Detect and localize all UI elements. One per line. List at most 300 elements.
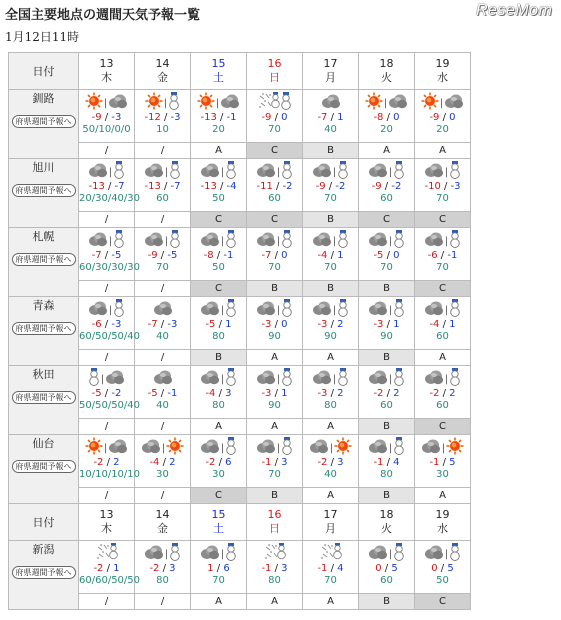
snowman-icon — [113, 161, 125, 183]
temp-min: 0 — [393, 112, 400, 123]
icon-separator: | — [444, 373, 449, 385]
reliability-grade: A — [247, 419, 303, 435]
temp-max: -1 — [317, 563, 328, 574]
precip-probability: 80 — [212, 400, 225, 411]
precip-probability: 40 — [324, 469, 337, 480]
icon-separator: | — [444, 304, 449, 316]
snowman-icon — [281, 230, 293, 252]
cloud-icon — [256, 369, 276, 389]
precip-probability: 20/30/40/30 — [79, 193, 141, 204]
temp-max: -6 — [91, 319, 102, 330]
temp-slash: / — [383, 112, 394, 123]
temp-max: -6 — [427, 250, 438, 261]
city-name: 釧路 — [32, 92, 55, 105]
snowman-icon — [280, 92, 292, 114]
temperature — [191, 388, 246, 400]
temp-slash: / — [271, 563, 282, 574]
icon-separator: | — [388, 548, 393, 560]
temp-min: 1 — [393, 319, 400, 330]
precip-probability: 80 — [380, 469, 393, 480]
weekday-name: 日 — [269, 522, 280, 535]
cloud-icon — [424, 369, 444, 389]
weather-icons — [191, 437, 246, 457]
weather-icons — [191, 299, 246, 319]
temp-max: -4 — [317, 250, 328, 261]
temp-slash: / — [159, 457, 170, 468]
date-number: 17 — [323, 508, 338, 521]
temp-max: -9 — [147, 250, 158, 261]
snowman-icon — [449, 230, 461, 252]
cloud-icon — [388, 93, 408, 113]
cloud-icon — [368, 544, 388, 564]
sun-icon — [85, 437, 103, 459]
temp-min: -2 — [391, 181, 402, 192]
temperature — [191, 563, 246, 575]
city-name: 秋田 — [32, 368, 55, 381]
icon-separator: | — [220, 304, 225, 316]
weekday-name: 金 — [157, 522, 168, 535]
prefecture-forecast-link[interactable]: 府県週間予報へ — [12, 253, 76, 266]
weather-icons — [303, 368, 358, 388]
weather-icons — [191, 230, 246, 250]
cloud-icon — [421, 438, 441, 458]
city-cell — [9, 159, 79, 228]
icon-separator: | — [164, 548, 169, 560]
precip-probability: 70 — [156, 262, 169, 273]
icon-separator: | — [444, 548, 449, 560]
reliability-grade: C — [359, 212, 415, 228]
cloud-icon — [108, 93, 128, 113]
reliability-grade: A — [303, 419, 359, 435]
date-header-cell — [415, 53, 471, 90]
temp-max: -9 — [91, 112, 102, 123]
temp-slash: / — [215, 457, 226, 468]
temp-min: 1 — [281, 388, 288, 399]
day-forecast-cell — [135, 90, 191, 143]
day-forecast-cell — [359, 297, 415, 350]
precip-probability: 30 — [156, 469, 169, 480]
city-forecast-row — [9, 541, 471, 594]
reliability-row — [9, 281, 471, 297]
reliability-grade: C — [415, 281, 471, 297]
cloud-icon — [424, 544, 444, 564]
day-forecast-cell — [359, 159, 415, 212]
reliability-grade: B — [247, 488, 303, 504]
temp-min: -3 — [167, 319, 178, 330]
temp-slash: / — [271, 112, 282, 123]
snowman-icon — [113, 299, 125, 321]
weather-icons — [135, 230, 190, 250]
city-forecast-row — [9, 159, 471, 212]
temp-max: -7 — [317, 112, 328, 123]
prefecture-forecast-link[interactable]: 府県週間予報へ — [12, 566, 76, 579]
precip-probability: 90 — [324, 331, 337, 342]
temp-slash: / — [437, 250, 448, 261]
temp-max: -2 — [317, 457, 328, 468]
icon-separator: | — [276, 373, 281, 385]
date-number: 13 — [99, 508, 114, 521]
temp-slash: / — [213, 250, 224, 261]
reliability-grade: / — [135, 488, 191, 504]
temp-slash: / — [327, 388, 338, 399]
day-forecast-cell — [359, 541, 415, 594]
day-forecast-cell — [247, 90, 303, 143]
precip-probability: 70 — [212, 575, 225, 586]
temperature — [247, 181, 302, 193]
precip-probability: 60 — [268, 193, 281, 204]
temp-max: -2 — [93, 563, 104, 574]
reliability-grade: B — [303, 212, 359, 228]
precip-probability: 20 — [212, 124, 225, 135]
precip-probability: 20 — [380, 124, 393, 135]
temp-min: 6 — [223, 563, 230, 574]
reliability-grade: / — [135, 350, 191, 366]
date-number: 16 — [267, 508, 282, 521]
weather-icons — [79, 92, 134, 112]
temp-slash: / — [157, 319, 168, 330]
icon-separator: | — [103, 97, 108, 109]
weather-icons — [191, 92, 246, 112]
icon-separator: | — [444, 235, 449, 247]
sun-icon — [166, 437, 184, 459]
reliability-grade: / — [135, 143, 191, 159]
temp-slash: / — [101, 112, 112, 123]
icon-separator: | — [220, 373, 225, 385]
date-number: 17 — [323, 57, 338, 70]
day-forecast-cell — [303, 366, 359, 419]
icon-separator: | — [161, 442, 166, 454]
day-forecast-cell — [135, 159, 191, 212]
temp-max: -5 — [205, 319, 216, 330]
snowman-icon — [337, 368, 349, 390]
temp-max: -9 — [315, 181, 326, 192]
reliability-grade: B — [191, 350, 247, 366]
sun-icon — [85, 92, 103, 114]
reliability-grade: A — [303, 594, 359, 610]
temp-slash: / — [215, 388, 226, 399]
snowman-icon — [337, 299, 349, 321]
icon-separator: | — [215, 97, 220, 109]
temp-max: -11 — [256, 181, 273, 192]
icon-separator: | — [220, 442, 225, 454]
snowman-icon — [168, 92, 180, 114]
precip-probability: 50 — [436, 575, 449, 586]
cloud-icon — [144, 544, 164, 564]
reliability-grade: B — [359, 350, 415, 366]
cloud-icon — [312, 300, 332, 320]
snowman-icon — [169, 230, 181, 252]
temp-min: 5 — [449, 457, 456, 468]
temp-max: -8 — [373, 112, 384, 123]
day-forecast-cell — [191, 90, 247, 143]
temp-max: -9 — [371, 181, 382, 192]
cloud-icon — [444, 93, 464, 113]
day-forecast-cell — [191, 541, 247, 594]
weekday-name: 水 — [437, 522, 448, 535]
temp-slash: / — [325, 181, 336, 192]
weather-icons — [79, 230, 134, 250]
temp-slash: / — [157, 250, 168, 261]
date-header-cell — [191, 504, 247, 541]
temp-slash: / — [439, 457, 450, 468]
date-header-cell — [247, 504, 303, 541]
precip-probability: 70 — [324, 193, 337, 204]
cloud-icon — [88, 162, 108, 182]
weather-icons — [135, 543, 190, 563]
day-forecast-cell — [247, 228, 303, 281]
temp-max: 0 — [375, 563, 382, 574]
cloud-icon — [200, 369, 220, 389]
reliability-grade: / — [79, 143, 135, 159]
day-forecast-cell — [135, 541, 191, 594]
temp-max: -10 — [424, 181, 441, 192]
temperature — [303, 112, 358, 124]
snowman-icon — [281, 299, 293, 321]
temp-max: 0 — [431, 563, 438, 574]
icon-separator: | — [220, 235, 225, 247]
sun-icon — [421, 92, 439, 114]
date-header-cell — [79, 504, 135, 541]
reliability-grade: A — [303, 488, 359, 504]
date-header-cell — [79, 53, 135, 90]
cloud-icon — [153, 369, 173, 389]
precip-probability: 80 — [268, 575, 281, 586]
weather-icons — [359, 161, 414, 181]
city-cell — [9, 541, 79, 610]
date-number: 13 — [99, 57, 114, 70]
day-forecast-cell — [191, 435, 247, 488]
weather-icons — [359, 230, 414, 250]
sun-icon — [365, 92, 383, 114]
icon-separator: | — [220, 548, 225, 560]
temp-min: 1 — [337, 250, 344, 261]
temp-min: 3 — [169, 563, 176, 574]
precip-probability: 60 — [380, 193, 393, 204]
temperature — [247, 112, 302, 124]
temp-min: -3 — [111, 319, 122, 330]
temp-slash: / — [383, 250, 394, 261]
cloud-icon — [368, 438, 388, 458]
reliability-grade: B — [359, 594, 415, 610]
weekly-forecast-table — [8, 52, 471, 610]
temperature — [247, 319, 302, 331]
temp-slash: / — [160, 181, 171, 192]
temp-max: -8 — [203, 250, 214, 261]
snowman-icon — [113, 230, 125, 252]
precip-probability: 30 — [436, 469, 449, 480]
snowman-icon — [225, 230, 237, 252]
temp-min: -3 — [111, 112, 122, 123]
cloud-icon — [88, 231, 108, 251]
temp-min: 5 — [447, 563, 454, 574]
cloud-icon — [424, 162, 444, 182]
temperature — [303, 250, 358, 262]
date-number: 14 — [155, 508, 170, 521]
prefecture-forecast-link[interactable]: 府県週間予報へ — [12, 322, 76, 335]
cloud-icon — [108, 438, 128, 458]
prefecture-forecast-link[interactable]: 府県週間予報へ — [12, 460, 76, 473]
cloud-icon — [312, 231, 332, 251]
cloud-icon — [144, 162, 164, 182]
cloud-icon — [321, 93, 341, 113]
reliability-grade: A — [191, 594, 247, 610]
weather-icons — [135, 368, 190, 388]
prefecture-forecast-link[interactable]: 府県週間予報へ — [12, 391, 76, 404]
reliability-grade: / — [79, 281, 135, 297]
icon-separator: | — [332, 166, 337, 178]
temp-max: -13 — [200, 181, 217, 192]
temp-slash: / — [271, 250, 282, 261]
icon-separator: | — [332, 373, 337, 385]
day-forecast-cell — [191, 297, 247, 350]
weather-icons — [79, 368, 134, 388]
precip-probability: 60/30/30/30 — [79, 262, 141, 273]
weather-icons — [415, 299, 470, 319]
weather-icons — [415, 230, 470, 250]
day-forecast-cell — [135, 228, 191, 281]
cloud-icon — [220, 93, 240, 113]
temp-max: -9 — [261, 112, 272, 123]
snowfall-icon — [96, 543, 118, 565]
temp-slash: / — [271, 457, 282, 468]
day-forecast-cell — [303, 228, 359, 281]
temp-slash: / — [439, 388, 450, 399]
precip-probability: 50/10/0/0 — [82, 124, 131, 135]
temp-min: -3 — [450, 181, 461, 192]
temp-min: 2 — [169, 457, 176, 468]
cloud-icon — [200, 544, 220, 564]
temp-slash: / — [272, 181, 283, 192]
date-number: 15 — [211, 57, 226, 70]
temp-max: -1 — [261, 457, 272, 468]
temp-min: 0 — [281, 112, 288, 123]
reliability-grade: A — [303, 350, 359, 366]
city-forecast-row — [9, 90, 471, 143]
reliability-row — [9, 419, 471, 435]
temp-max: -2 — [93, 457, 104, 468]
precip-probability: 80 — [212, 331, 225, 342]
temp-slash: / — [383, 457, 394, 468]
icon-separator: | — [103, 442, 108, 454]
temp-max: -5 — [91, 388, 102, 399]
date-header-cell — [303, 504, 359, 541]
weather-icons — [359, 437, 414, 457]
reliability-row — [9, 143, 471, 159]
cloud-icon — [256, 300, 276, 320]
temperature — [303, 181, 358, 193]
temp-min: 0 — [281, 319, 288, 330]
reliability-grade: C — [415, 594, 471, 610]
date-number: 18 — [379, 508, 394, 521]
weekday-name: 水 — [437, 71, 448, 84]
temp-slash: / — [103, 457, 114, 468]
snowfall-icon — [258, 92, 280, 114]
weather-icons — [415, 543, 470, 563]
temp-min: -5 — [167, 250, 178, 261]
day-forecast-cell — [79, 90, 135, 143]
icon-separator: | — [441, 442, 446, 454]
temp-max: -9 — [429, 112, 440, 123]
reliability-grade: B — [359, 488, 415, 504]
temp-min: 0 — [449, 112, 456, 123]
city-cell — [9, 297, 79, 366]
snowman-icon — [449, 299, 461, 321]
temp-max: -7 — [147, 319, 158, 330]
day-forecast-cell — [359, 366, 415, 419]
date-header-cell — [359, 504, 415, 541]
prefecture-forecast-link[interactable]: 府県週間予報へ — [12, 184, 76, 197]
weather-icons — [303, 92, 358, 112]
temp-min: 2 — [337, 319, 344, 330]
temp-max: -2 — [149, 563, 160, 574]
precip-probability: 10 — [156, 124, 169, 135]
temp-min: -1 — [447, 250, 458, 261]
temp-slash: / — [215, 319, 226, 330]
day-forecast-cell — [79, 297, 141, 350]
temp-min: -2 — [282, 181, 293, 192]
temperature — [79, 250, 134, 262]
temp-slash: / — [213, 563, 224, 574]
temp-min: 4 — [337, 563, 344, 574]
snowman-icon — [225, 299, 237, 321]
temp-max: -4 — [205, 388, 216, 399]
reliability-grade: C — [191, 488, 247, 504]
city-cell — [9, 435, 79, 504]
snowman-icon — [449, 161, 461, 183]
temperature — [359, 388, 414, 400]
day-forecast-cell — [135, 435, 191, 488]
precip-probability: 60 — [380, 575, 393, 586]
precip-probability: 50/50/50/40 — [79, 400, 141, 411]
day-forecast-cell — [247, 435, 303, 488]
temp-slash: / — [160, 112, 171, 123]
temp-min: 1 — [113, 563, 120, 574]
day-forecast-cell — [191, 228, 247, 281]
temp-min: 1 — [225, 319, 232, 330]
weather-icons — [135, 161, 190, 181]
precip-probability: 70 — [268, 469, 281, 480]
reliability-grade: / — [79, 419, 135, 435]
precip-probability: 70 — [436, 262, 449, 273]
weather-icons — [247, 543, 302, 563]
temperature — [359, 319, 414, 331]
reliability-grade: / — [135, 281, 191, 297]
weather-icons — [191, 161, 246, 181]
day-forecast-cell — [79, 228, 141, 281]
weekday-name: 火 — [381, 71, 392, 84]
city-name: 仙台 — [32, 437, 55, 450]
day-forecast-cell — [359, 228, 415, 281]
prefecture-forecast-link[interactable]: 府県週間予報へ — [12, 115, 76, 128]
icon-separator: | — [332, 304, 337, 316]
weather-icons — [247, 368, 302, 388]
cloud-icon — [200, 231, 220, 251]
city-forecast-row — [9, 297, 471, 350]
temp-max: -3 — [261, 319, 272, 330]
icon-separator: | — [276, 442, 281, 454]
day-forecast-cell — [303, 435, 359, 488]
day-forecast-cell — [303, 541, 359, 594]
temp-max: -2 — [373, 388, 384, 399]
icon-separator: | — [383, 97, 388, 109]
day-forecast-cell — [359, 90, 415, 143]
sun-icon — [145, 92, 163, 114]
temperature — [191, 319, 246, 331]
temp-slash: / — [381, 563, 392, 574]
temp-slash: / — [440, 181, 451, 192]
temp-slash: / — [271, 388, 282, 399]
weather-icons — [135, 437, 190, 457]
